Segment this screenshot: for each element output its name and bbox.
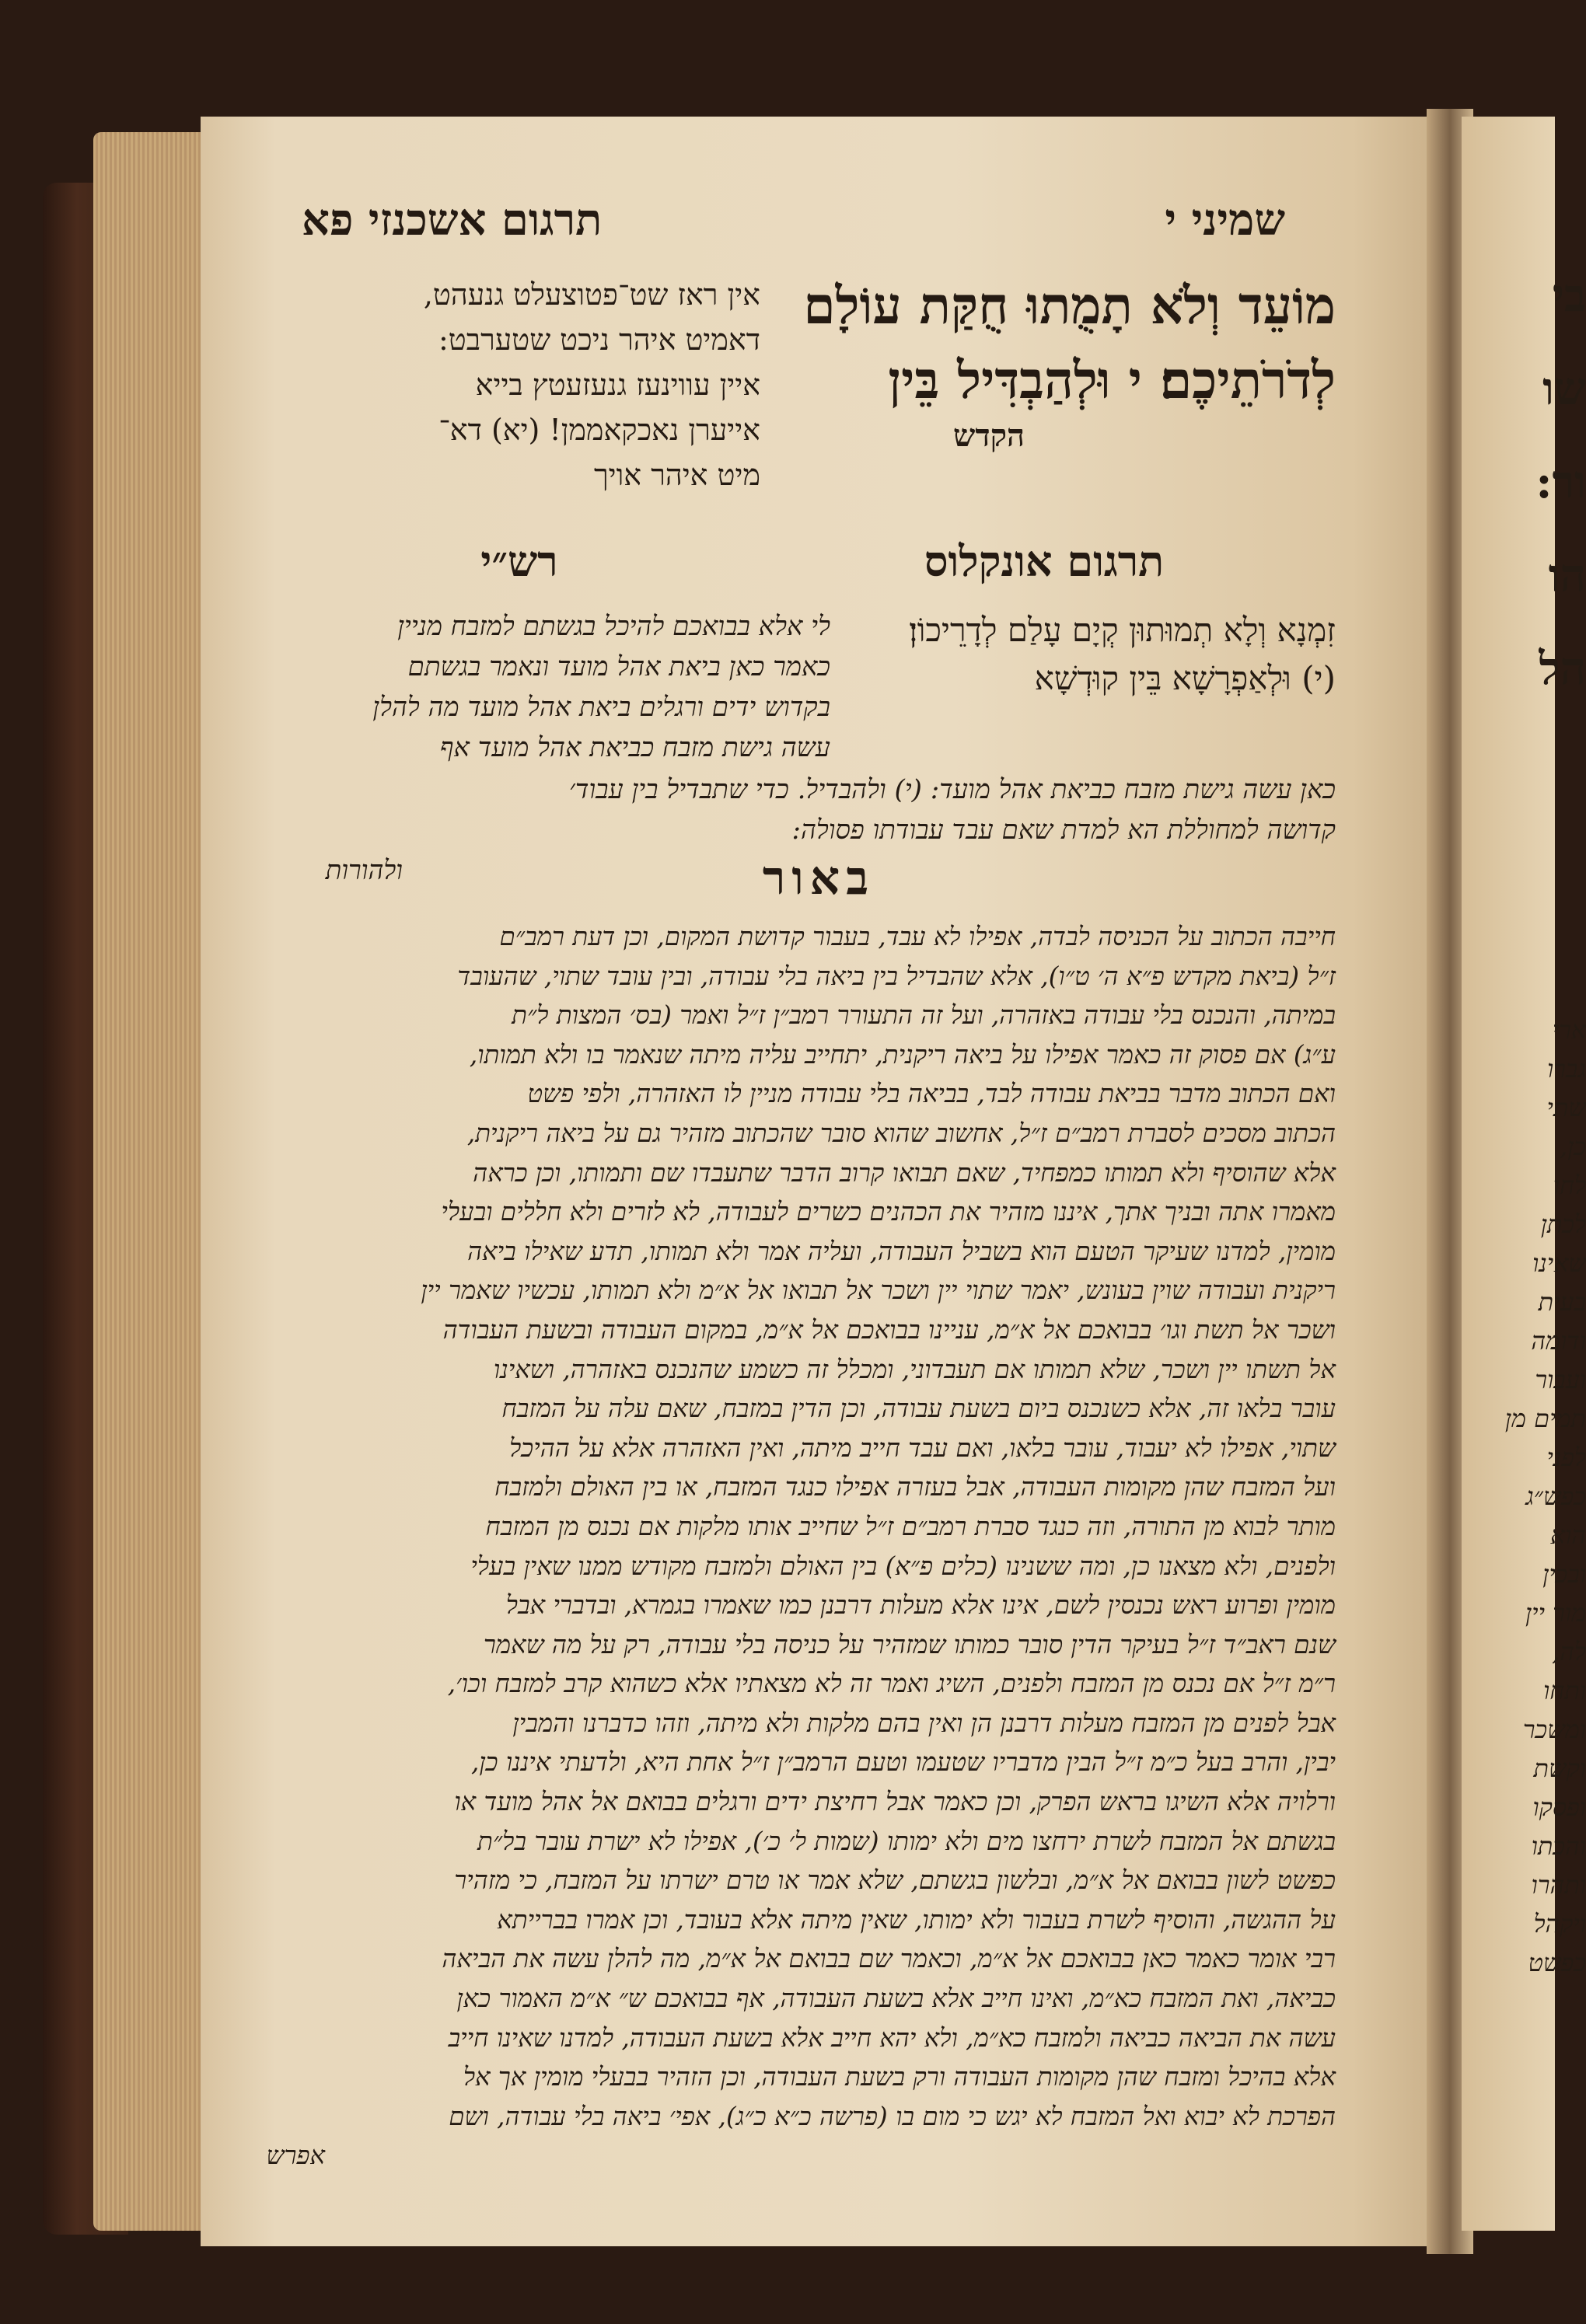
next-page-fragment — [1462, 117, 1586, 2231]
biur-line: ז״ל (ביאת מקדש פ״א ה׳ ט״ו), אלא שהבדיל בין ביאה בלי עבודה, ובין עובד שתוי, שהעובד — [457, 961, 1336, 991]
header-left: תרגום אשכנזי פא — [302, 194, 603, 246]
biur-line: מאמרו אתה ובניך אתך, איננו מזהיר את הכהנים כשרים לעבודה, לא לזרים ולא חללים ובעלי — [441, 1197, 1336, 1227]
biur-line: שנם ראב״ד ז״ל בעיקר הדין סובר כמותו שמזהיר על כניסה בלי עבודה, רק על מה שאמר — [483, 1629, 1336, 1659]
next-page-line: והכתו — [1531, 1831, 1586, 1861]
next-page-line: ופסקו — [1532, 1792, 1586, 1822]
biur-line: יבין, והרב בעל כ״מ ז״ל הבין מדבריו שטעמו וטעם הרמב״ן ז״ל אחת היא, ולדעתי איננו כן, — [470, 1747, 1336, 1778]
yiddish-line: אייערן נאכקאממן! (יא) דא־ — [438, 413, 760, 447]
next-page-line: שתי — [1546, 1093, 1586, 1122]
biur-line: מומין, למדנו שעיקר הטעם הוא בשביל העבודה, ועליה אמר ולא תמותו, תדע שאילו ביאה — [467, 1236, 1336, 1266]
rashi-line: לי אלא בבואכם להיכל בגשתם למזבח מניין — [397, 611, 830, 642]
next-page-line: לכתן — [1540, 1209, 1586, 1239]
biur-line: רבי אומר כאמר כאן בבואכם אל א״מ, וכאמר שם בבואם אל א״מ, מה להלן עשה את הביאה — [442, 1944, 1336, 1974]
biur-line: עובר בלאו זה, אלא כשנכנס ביום בשעת עבודה, וכן הדין במזבח, שאם עלה על המזבח — [501, 1394, 1336, 1424]
biur-line: שתוי, אפילו לא יעבוד, עובר בלאו, ואם עבד חייב מיתה, ואין האזהרה אלא על ההיכל — [509, 1432, 1336, 1463]
yiddish-line: דאמיט איהר ניכט שטערבט: — [438, 323, 760, 357]
rashi-line: כאן עשה גישת מזבח כביאת אהל מועד: (י) ולהבדיל. כדי שתבדיל בין עבוד׳ — [569, 774, 1336, 805]
verse-line: לְדֹרֹתֵיכֶם׃ י וּלְהַבְדִּיל בֵּין — [888, 350, 1336, 410]
biur-line: הכתוב מסכים לסברת רמב״ם ז״ל, אחשוב שהוא סובר שהכתוב מזהיר גם על ביאה ריקנית, — [466, 1118, 1336, 1148]
biur-line: ועל המזבח שהן מקומות העבודה, אבל בעזרה אפילו כנגד המזבח, או בין האולם ולמזבח — [494, 1472, 1336, 1502]
book-page — [201, 117, 1452, 2246]
rashi-line: עשה גישת מזבח כביאת אהל מועד אף — [439, 732, 830, 763]
biur-line: חייבה הכתוב על הכניסה לבדה, אפילו לא עבד, בעבור קדושת המקום, וכן דעת רמב״ם — [499, 922, 1336, 951]
biur-line: אלא שהוסיף ולא תמותו כמפחיד, שאם תבואו קרוב הדבר שתעבדו שם ותמותו, וכן כראה — [473, 1157, 1336, 1188]
biur-line: ר״מ ז״ל אם נכנס מן המזבח ולפנים, השיג ואמר זה לא מצאתיו אלא כשהוא קרב למזבח וכו׳, — [447, 1669, 1336, 1699]
next-page-line: גברו — [1547, 1054, 1586, 1083]
next-page-line: לה, — [1552, 1637, 1586, 1666]
yiddish-line: מיט איהר אויך — [593, 458, 760, 492]
next-page-line: ומשכר — [1522, 1715, 1586, 1744]
next-page-line: תמים מן — [1504, 1404, 1586, 1433]
rashi-line: בקדוש ידים ורגלים ביאת אהל מועד מה להלן — [372, 692, 830, 723]
biur-line: כביאה, ואת המזבח כא״מ, ואינו חייב אלא בשעת העבודה, אף בבואכם ש״ א״מ האמור כאן — [456, 1984, 1336, 2014]
next-page-line: הוא — [1549, 1520, 1586, 1550]
next-page-line: ויקהל — [1533, 1909, 1586, 1938]
biur-line: אל תשתו יין ושכר, שלא תמותו אם תעבדוני, ומכלל זה כשמע שהנכנס באזהרה, ושאינו — [493, 1354, 1336, 1384]
biur-line: ושכר אל תשת וגו׳ בבואכם אל א״מ, עניינו בבואכם אל א״מ, במקום העבודה ובשעת העבודה — [442, 1314, 1336, 1345]
biur-line: ואם הכתוב מדבר בביאת עבודה לבד, בביאה בלי עבודה מניין לו האזהרה, ולפי פשט — [527, 1079, 1336, 1109]
rashi-title: רש״י — [480, 536, 558, 586]
biur-line: מומין ופרוע ראש נכנסין לשם, אינו אלא מעלות דרבנן כמו שאמרו בגמרא, ובדברי אבל — [505, 1590, 1336, 1621]
next-page-line: כפש״ג — [1525, 1481, 1586, 1511]
header-right: שמיני י — [1165, 194, 1285, 246]
next-page-line: שאינו — [1532, 1248, 1586, 1278]
next-page-line: וקשת — [1533, 1753, 1586, 1783]
biur-text — [266, 917, 1336, 2176]
biur-line: על ההגשה, והוסיף לשרת בעבור ולא ימותו, שאין מיתה אלא בעובד, וכן אמרו בברייתא — [497, 1904, 1336, 1935]
next-page-line: הל — [1539, 642, 1586, 695]
yiddish-translation — [302, 272, 760, 497]
biur-line: ע״ג) אם פסוק זה כאמר אפילו על ביאה ריקנית, יתחייב עליה מיתה שנאמר בו ולא תמותו, — [469, 1039, 1336, 1070]
biur-line: אבל לפנים מן המזבח מעלות דרבנן הן ואין בהם מלקות ולא מיתה, וזהו כדברנו והמבין — [512, 1708, 1336, 1738]
verse-text — [745, 268, 1336, 454]
onkelos-title: תרגום אונקלוס — [924, 536, 1165, 586]
next-page-line: ארי — [1552, 1015, 1586, 1045]
biur-line: אלא בהיכל ומזבח שהן מקומות העבודה ורק בשעת העבודה, וכן הזהיר בבעלי מומין אך אל — [463, 2062, 1336, 2092]
next-page-line: ותחו — [1543, 1676, 1586, 1705]
biur-line: ולפנים, ולא מצאנו כן, ומה ששנינו (כלים פ״א) בין האולם ולמזבח מקודש ממנו שאין בעלי — [470, 1551, 1336, 1581]
next-page-line: בי — [1552, 269, 1586, 322]
biur-line: עשה את הביאה כביאה ולמזבח כא״מ, ולא יהא חייב אלא בשעת העבודה, למדנו שאינו חייב — [448, 2022, 1336, 2053]
yiddish-line: איין עווינעז גנעזעטץ בייא — [475, 368, 760, 402]
next-page-line: מור יין — [1525, 1598, 1586, 1628]
onkelos-line: (י) וּלְאַפְרָשָׁא בֵּין קוּדְשָׁא — [1034, 659, 1336, 697]
biur-line: כפשט לשון בבואם אל א״מ, ובלשון בגשתם, שלא אמר או טרם ישרתו על המזבח, כי מזהיר — [454, 1865, 1336, 1896]
rashi-line: ולהורות — [325, 855, 403, 886]
verse-line: הקדש — [953, 417, 1025, 454]
biur-line: מותר לבוא מן התורה, וזה כנגד סברת רמב״ם ז״ל שחייב אותו מלקות אם נכנס מן המזבח — [485, 1511, 1336, 1541]
yiddish-line: אין ראז שט־פטוצעלט גנעהט, — [423, 277, 760, 312]
rashi-line: קדושה למחוללת הא למדת שאם עבד עבודתו פסולה: — [791, 815, 1336, 846]
next-page-line: הו — [1548, 549, 1586, 602]
next-page-line: לפני — [1546, 1443, 1586, 1472]
next-page-line: כן, — [1560, 1132, 1586, 1161]
verse-line: מוֹעֵד וְלֹא תָמֻתוּ חֻקַּת עוֹלָם — [803, 275, 1336, 336]
next-page-line: ור: — [1535, 455, 1586, 508]
next-page-line: ותהרו — [1531, 1870, 1586, 1900]
biur-line: אפרש — [266, 2141, 325, 2171]
rashi-line: כאמר כאן ביאת אהל מועד ונאמר בגשתם — [407, 651, 830, 682]
page-edges — [93, 132, 210, 2231]
biur-line: במיתה, והנכנס בלי עבודה באזהרה, ועל זה התעורר רמב״ן ז״ל ואמר (בס׳ המצות ל״ת — [512, 1000, 1336, 1031]
onkelos-line: זִמְנָא וְלָא תְמוּתוּן קְיָם עָלַם לְדָרֵיכוֹן׃ — [909, 611, 1336, 649]
next-page-line: ועבור — [1535, 1365, 1586, 1394]
biur-line: ריקנית ועבודה שוין בעונש, יאמר שתוי יין ושכר אל תבואו אל א״מ ולא תמותו, עכשיו שאמר יין — [421, 1275, 1336, 1306]
next-page-line: ובכין — [1542, 1559, 1586, 1589]
biur-line: הפרכת לא יבוא ואל המזבח לא יגש כי מום בו (פרשה כ״א כ״ג), אפי׳ ביאה בלי עבודה, ושם — [449, 2101, 1336, 2131]
next-page-line: בעית — [1538, 1287, 1586, 1317]
biur-line: בגשתם אל המזבח לשרת ירחצו מים ולא ימותו (שמות ל׳ כ׳), אפילו לא ישרת עובר בל״ת — [477, 1826, 1336, 1856]
next-page-line: כפשט — [1528, 1948, 1586, 1977]
next-page-line: ודומה — [1531, 1326, 1586, 1356]
next-page-line: לחו — [1553, 1171, 1586, 1200]
biur-title: באור — [762, 851, 875, 906]
rashi-text — [302, 606, 830, 768]
biur-line: ורלויה אלא השיגו בראש הפרק, וכן כאמר אבל רחיצת ידים ורגלים בבואם אל אהל מועד או — [454, 1787, 1336, 1817]
next-page-line: שו — [1542, 362, 1586, 415]
